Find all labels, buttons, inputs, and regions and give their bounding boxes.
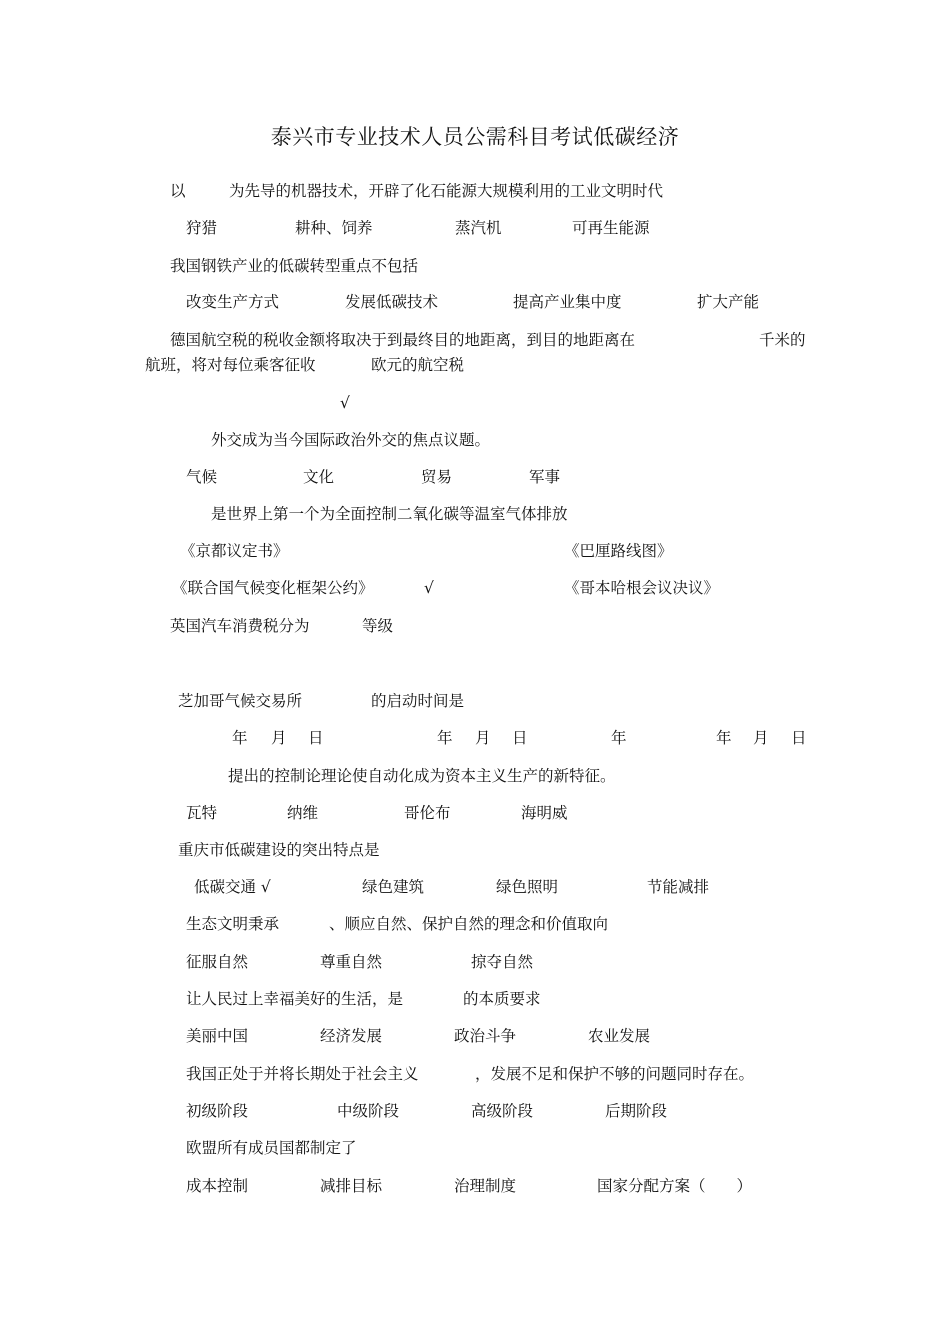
q11-stem-part1: 让人民过上幸福美好的生活，是 bbox=[186, 990, 404, 1008]
q1-option-a: 狩猎 bbox=[186, 219, 218, 237]
q12-option-a: 初级阶段 bbox=[186, 1102, 249, 1120]
q6-stem-part2: 等级 bbox=[362, 617, 394, 635]
q13-option-c: 治理制度 bbox=[454, 1177, 517, 1195]
q4-stem: 外交成为当今国际政治外交的焦点议题。 bbox=[211, 431, 491, 449]
document-title: 泰兴市专业技术人员公需科目考试低碳经济 bbox=[270, 125, 680, 149]
q7-option-d-day: 日 bbox=[791, 729, 807, 747]
q1-option-c: 蒸汽机 bbox=[455, 219, 502, 237]
q11-option-c: 政治斗争 bbox=[454, 1027, 517, 1045]
q7-option-a-month: 月 bbox=[271, 729, 287, 747]
q9-option-d: 节能减排 bbox=[647, 878, 710, 896]
q7-option-a-day: 日 bbox=[308, 729, 324, 747]
q8-option-b: 纳维 bbox=[287, 804, 319, 822]
q9-option-c: 绿色照明 bbox=[496, 878, 559, 896]
q3-stem-part3: 航班，将对每位乘客征收 bbox=[145, 356, 316, 374]
q11-option-b: 经济发展 bbox=[320, 1027, 383, 1045]
q2-option-a: 改变生产方式 bbox=[186, 293, 280, 311]
q4-option-a: 气候 bbox=[186, 468, 218, 486]
q3-check-mark: √ bbox=[340, 394, 350, 412]
q7-option-b-year: 年 bbox=[437, 729, 453, 747]
q13-option-a: 成本控制 bbox=[186, 1177, 249, 1195]
q1-stem: 为先导的机器技术，开辟了化石能源大规模利用的工业文明时代 bbox=[229, 182, 664, 200]
q12-option-b: 中级阶段 bbox=[337, 1102, 400, 1120]
q13-stem: 欧盟所有成员国都制定了 bbox=[186, 1139, 357, 1157]
q9-option-a: 低碳交通 √ bbox=[194, 878, 271, 896]
q4-option-d: 军事 bbox=[529, 468, 561, 486]
q1-option-d: 可再生能源 bbox=[572, 219, 650, 237]
q9-stem: 重庆市低碳建设的突出特点是 bbox=[178, 841, 380, 859]
q7-option-a-year: 年 bbox=[232, 729, 248, 747]
q2-option-c: 提高产业集中度 bbox=[513, 293, 622, 311]
q5-stem: 是世界上第一个为全面控制二氧化碳等温室气体排放 bbox=[211, 505, 568, 523]
q5-option-c: 《联合国气候变化框架公约》 bbox=[172, 579, 374, 597]
q7-option-d-month: 月 bbox=[753, 729, 769, 747]
q8-option-d: 海明威 bbox=[521, 804, 568, 822]
q7-option-d-year: 年 bbox=[716, 729, 732, 747]
q1-stem-prefix: 以 bbox=[170, 182, 186, 200]
q7-option-c-year: 年 bbox=[611, 729, 627, 747]
q4-option-b: 文化 bbox=[303, 468, 335, 486]
q2-stem: 我国钢铁产业的低碳转型重点不包括 bbox=[170, 257, 419, 275]
q9-option-b: 绿色建筑 bbox=[362, 878, 425, 896]
q1-option-b: 耕种、饲养 bbox=[295, 219, 373, 237]
q6-stem-part1: 英国汽车消费税分为 bbox=[170, 617, 310, 635]
q12-option-d: 后期阶段 bbox=[605, 1102, 668, 1120]
q3-stem-part1: 德国航空税的税收金额将取决于到最终目的地距离，到目的地距离在 bbox=[170, 331, 636, 349]
q10-option-a: 征服自然 bbox=[186, 953, 249, 971]
q11-option-a: 美丽中国 bbox=[186, 1027, 249, 1045]
q2-option-d: 扩大产能 bbox=[697, 293, 760, 311]
q5-check-mark: √ bbox=[424, 579, 434, 597]
q8-option-c: 哥伦布 bbox=[404, 804, 451, 822]
q3-stem-part4: 欧元的航空税 bbox=[371, 356, 465, 374]
q7-stem-part1: 芝加哥气候交易所 bbox=[178, 692, 303, 710]
q7-stem-part2: 的启动时间是 bbox=[371, 692, 465, 710]
q13-option-b: 减排目标 bbox=[320, 1177, 383, 1195]
q7-option-b-day: 日 bbox=[512, 729, 528, 747]
q10-option-c: 掠夺自然 bbox=[471, 953, 534, 971]
q12-stem-part2: ，发展不足和保护不够的问题同时存在。 bbox=[475, 1065, 755, 1083]
q11-stem-part2: 的本质要求 bbox=[463, 990, 541, 1008]
q3-stem-part2: 千米的 bbox=[759, 331, 806, 349]
q13-option-d: 国家分配方案（ ） bbox=[597, 1177, 753, 1195]
q8-option-a: 瓦特 bbox=[186, 804, 218, 822]
q8-stem: 提出的控制论理论使自动化成为资本主义生产的新特征。 bbox=[228, 767, 616, 785]
q4-option-c: 贸易 bbox=[421, 468, 453, 486]
q2-option-b: 发展低碳技术 bbox=[345, 293, 439, 311]
q11-option-d: 农业发展 bbox=[588, 1027, 651, 1045]
q10-stem-part1: 生态文明秉承 bbox=[186, 915, 280, 933]
q5-option-b: 《巴厘路线图》 bbox=[564, 542, 673, 560]
q10-stem-part2: 、顺应自然、保护自然的理念和价值取向 bbox=[329, 915, 609, 933]
q12-stem-part1: 我国正处于并将长期处于社会主义 bbox=[186, 1065, 419, 1083]
q7-option-b-month: 月 bbox=[475, 729, 491, 747]
q5-option-a: 《京都议定书》 bbox=[180, 542, 289, 560]
q10-option-b: 尊重自然 bbox=[320, 953, 383, 971]
q12-option-c: 高级阶段 bbox=[471, 1102, 534, 1120]
q5-option-d: 《哥本哈根会议决议》 bbox=[564, 579, 720, 597]
